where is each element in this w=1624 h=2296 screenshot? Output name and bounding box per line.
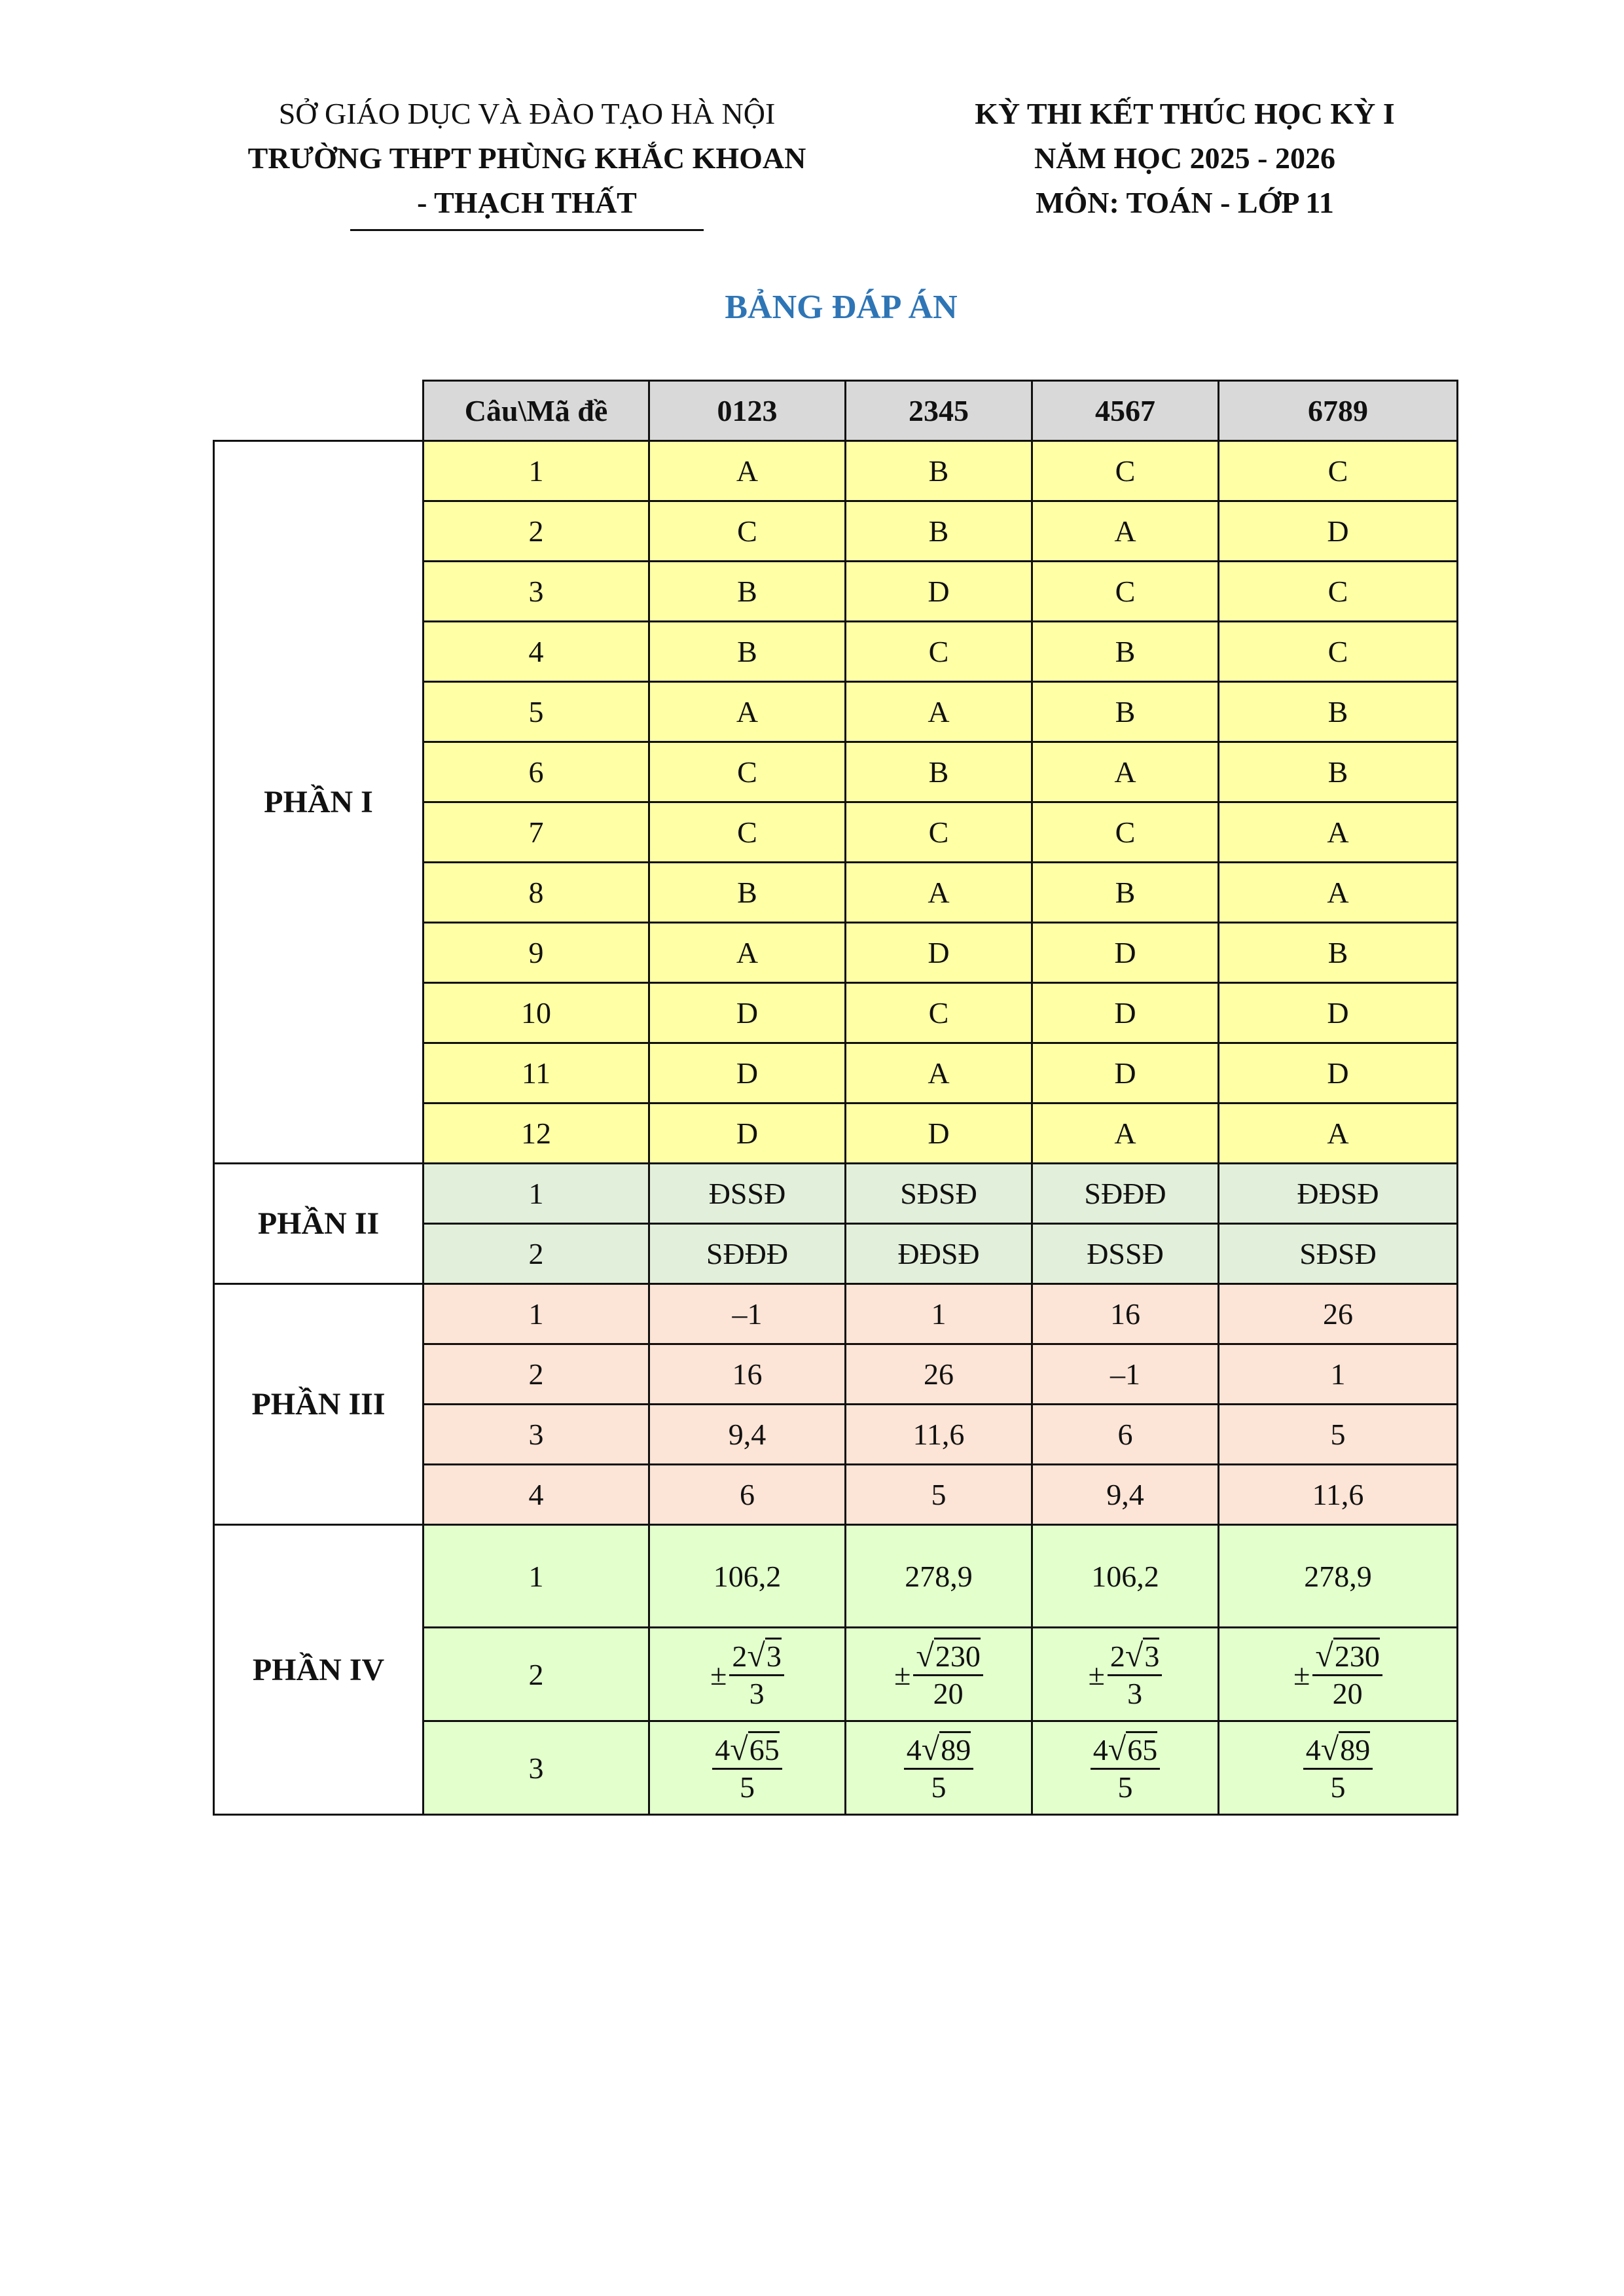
answer-cell: C (649, 501, 846, 562)
exam-name: KỲ THI KẾT THÚC HỌC KỲ I (975, 97, 1395, 130)
answer-cell: A (1032, 742, 1219, 802)
radicand: 3 (1143, 1638, 1159, 1673)
answer-cell: 16 (649, 1344, 846, 1405)
question-number: 10 (424, 983, 649, 1043)
answer-cell: SĐĐĐ (649, 1224, 846, 1284)
page-title: BẢNG ĐÁP ÁN (725, 289, 958, 326)
fraction (1312, 1638, 1382, 1712)
answer-cell (846, 1721, 1032, 1815)
fraction-numerator (1108, 1638, 1162, 1676)
department-name: SỞ GIÁO DỤC VÀ ĐÀO TẠO HÀ NỘI (278, 97, 776, 130)
fraction-numerator (1091, 1731, 1160, 1770)
question-number: 2 (424, 1344, 649, 1405)
answer-cell: 106,2 (649, 1525, 846, 1628)
answer-cell: A (1032, 1103, 1219, 1164)
table-row (214, 441, 1458, 501)
school-location: - THẠCH THẤT (417, 186, 637, 219)
answer-cell: B (1219, 742, 1458, 802)
answer-cell: 1 (1219, 1344, 1458, 1405)
answer-cell: C (649, 742, 846, 802)
answer-cell: 11,6 (1219, 1465, 1458, 1525)
answer-cell: B (1219, 682, 1458, 742)
question-number: 1 (424, 1164, 649, 1224)
answer-cell: B (1032, 682, 1219, 742)
answer-cell: A (1219, 863, 1458, 923)
answer-cell: 1 (846, 1284, 1032, 1344)
part4-section (214, 1525, 1458, 1815)
part3-section (214, 1284, 1458, 1525)
answer-cell: ĐĐSĐ (846, 1224, 1032, 1284)
table-row (214, 1164, 1458, 1224)
answer-cell (1032, 1721, 1219, 1815)
plus-minus-sign: ± (710, 1657, 727, 1691)
school-name: TRƯỜNG THPT PHÙNG KHẮC KHOAN (247, 141, 806, 175)
sqrt-icon: √ (921, 1730, 940, 1767)
question-number: 3 (424, 1721, 649, 1815)
radical-coefficient: 2 (1110, 1639, 1125, 1673)
answer-cell: D (649, 1103, 846, 1164)
question-number: 1 (424, 1525, 649, 1628)
answer-cell: A (1219, 1103, 1458, 1164)
answer-cell: D (846, 562, 1032, 622)
answer-cell: C (846, 983, 1032, 1043)
radicand: 65 (1126, 1731, 1157, 1767)
answer-cell: B (1032, 622, 1219, 682)
answer-cell (1032, 1628, 1219, 1721)
answer-cell: B (1032, 863, 1219, 923)
answer-cell: 16 (1032, 1284, 1219, 1344)
answer-cell: D (1219, 983, 1458, 1043)
question-number: 2 (424, 1628, 649, 1721)
column-header-question: Câu\Mã đề (424, 381, 649, 441)
question-number: 4 (424, 622, 649, 682)
answer-cell: 6 (1032, 1405, 1219, 1465)
answer-cell (1219, 1628, 1458, 1721)
fraction (904, 1731, 973, 1805)
column-header-code: 0123 (649, 381, 846, 441)
answer-cell: SĐSĐ (1219, 1224, 1458, 1284)
answer-cell: 26 (846, 1344, 1032, 1405)
answer-cell: 26 (1219, 1284, 1458, 1344)
fraction-numerator (1303, 1731, 1373, 1770)
sqrt-icon: √ (730, 1730, 748, 1767)
fraction (1108, 1638, 1162, 1712)
answer-cell (846, 1628, 1032, 1721)
question-number: 3 (424, 1405, 649, 1465)
fraction-numerator (913, 1638, 983, 1676)
answer-cell: A (846, 863, 1032, 923)
question-number: 8 (424, 863, 649, 923)
answer-table (213, 380, 1458, 1816)
part3-label: PHẦN III (214, 1284, 424, 1525)
plus-minus-sign: ± (894, 1657, 911, 1691)
answer-cell: B (1219, 923, 1458, 983)
radical-coefficient: 4 (1305, 1732, 1321, 1767)
fraction-denominator: 5 (931, 1770, 947, 1804)
table-row (214, 1284, 1458, 1344)
answer-cell: 5 (1219, 1405, 1458, 1465)
fraction-numerator (712, 1731, 782, 1770)
answer-cell: B (649, 863, 846, 923)
part2-label: PHẦN II (214, 1164, 424, 1284)
sqrt-icon: √ (747, 1636, 765, 1674)
radicand: 3 (765, 1638, 782, 1673)
fraction (1303, 1731, 1373, 1805)
sqrt-icon: √ (1315, 1636, 1333, 1674)
answer-cell: C (1032, 802, 1219, 863)
fraction-denominator: 5 (1330, 1770, 1346, 1804)
question-number: 2 (424, 1224, 649, 1284)
header-left (144, 92, 910, 231)
plus-minus-sign: ± (1293, 1657, 1310, 1691)
answer-cell: C (649, 802, 846, 863)
fraction-denominator: 5 (1117, 1770, 1133, 1804)
answer-cell: B (649, 622, 846, 682)
fraction (729, 1638, 784, 1712)
fraction (712, 1731, 782, 1805)
radical-coefficient: 2 (732, 1639, 748, 1673)
answer-cell (1219, 1721, 1458, 1815)
answer-cell: 106,2 (1032, 1525, 1219, 1628)
radical-coefficient: 4 (715, 1732, 731, 1767)
header-underline (350, 229, 704, 231)
radical-coefficient: 4 (906, 1732, 922, 1767)
fraction-numerator (904, 1731, 973, 1770)
question-number: 12 (424, 1103, 649, 1164)
radicand: 230 (934, 1638, 981, 1673)
answer-cell: B (846, 501, 1032, 562)
header-right (903, 92, 1466, 225)
answer-cell: ĐSSĐ (649, 1164, 846, 1224)
answer-cell: 5 (846, 1465, 1032, 1525)
sqrt-icon: √ (1125, 1636, 1144, 1674)
answer-cell: 11,6 (846, 1405, 1032, 1465)
answer-cell: C (1032, 441, 1219, 501)
answer-cell: ĐĐSĐ (1219, 1164, 1458, 1224)
answer-cell: 278,9 (1219, 1525, 1458, 1628)
sqrt-icon: √ (916, 1636, 934, 1674)
answer-cell: A (846, 682, 1032, 742)
answer-cell: –1 (649, 1284, 846, 1344)
question-number: 7 (424, 802, 649, 863)
table-corner (214, 381, 424, 441)
answer-cell: A (649, 923, 846, 983)
answer-cell: A (649, 682, 846, 742)
part2-section (214, 1164, 1458, 1284)
answer-cell: A (846, 1043, 1032, 1103)
radicand: 230 (1333, 1638, 1380, 1673)
fraction-denominator: 5 (739, 1770, 755, 1804)
answer-cell: D (1032, 983, 1219, 1043)
answer-cell: 278,9 (846, 1525, 1032, 1628)
answer-cell: D (1219, 501, 1458, 562)
answer-cell: SĐSĐ (846, 1164, 1032, 1224)
answer-cell: B (846, 441, 1032, 501)
subject: MÔN: TOÁN - LỚP 11 (1036, 186, 1334, 219)
column-header-code: 6789 (1219, 381, 1458, 441)
answer-cell: C (1219, 562, 1458, 622)
answer-cell: D (846, 1103, 1032, 1164)
answer-cell: 9,4 (649, 1405, 846, 1465)
radicand: 89 (939, 1731, 971, 1767)
question-number: 9 (424, 923, 649, 983)
answer-cell: C (1032, 562, 1219, 622)
answer-cell: D (649, 1043, 846, 1103)
sqrt-icon: √ (1320, 1730, 1339, 1767)
table-row (214, 1525, 1458, 1628)
answer-cell: A (1032, 501, 1219, 562)
answer-cell: D (1032, 923, 1219, 983)
fraction-denominator: 3 (1127, 1676, 1143, 1710)
answer-cell: C (1219, 622, 1458, 682)
answer-cell: C (846, 622, 1032, 682)
fraction (913, 1638, 983, 1712)
answer-cell: A (649, 441, 846, 501)
radicand: 89 (1339, 1731, 1370, 1767)
answer-cell: 6 (649, 1465, 846, 1525)
fraction-numerator (1312, 1638, 1382, 1676)
answer-cell (649, 1628, 846, 1721)
radical-coefficient: 4 (1092, 1732, 1108, 1767)
plus-minus-sign: ± (1088, 1657, 1105, 1691)
answer-cell: C (846, 802, 1032, 863)
part1-section (214, 441, 1458, 1164)
answer-cell: –1 (1032, 1344, 1219, 1405)
answer-cell: D (846, 923, 1032, 983)
column-header-code: 2345 (846, 381, 1032, 441)
question-number: 11 (424, 1043, 649, 1103)
answer-cell: D (1032, 1043, 1219, 1103)
answer-cell: B (846, 742, 1032, 802)
sqrt-icon: √ (1108, 1730, 1127, 1767)
school-year: NĂM HỌC 2025 - 2026 (1034, 141, 1335, 175)
question-number: 6 (424, 742, 649, 802)
answer-cell: ĐSSĐ (1032, 1224, 1219, 1284)
answer-cell: D (649, 983, 846, 1043)
question-number: 4 (424, 1465, 649, 1525)
fraction (1091, 1731, 1160, 1805)
radicand: 65 (748, 1731, 780, 1767)
fraction-denominator: 20 (933, 1676, 964, 1710)
question-number: 2 (424, 501, 649, 562)
answer-cell: SĐĐĐ (1032, 1164, 1219, 1224)
part1-label: PHẦN I (214, 441, 424, 1164)
table-header-row (214, 381, 1458, 441)
answer-cell: C (1219, 441, 1458, 501)
answer-cell: D (1219, 1043, 1458, 1103)
part4-label: PHẦN IV (214, 1525, 424, 1815)
question-number: 1 (424, 441, 649, 501)
question-number: 5 (424, 682, 649, 742)
answer-cell: B (649, 562, 846, 622)
answer-cell: 9,4 (1032, 1465, 1219, 1525)
question-number: 1 (424, 1284, 649, 1344)
fraction-denominator: 3 (749, 1676, 765, 1710)
fraction-numerator (729, 1638, 784, 1676)
fraction-denominator: 20 (1332, 1676, 1363, 1710)
question-number: 3 (424, 562, 649, 622)
answer-cell: A (1219, 802, 1458, 863)
answer-cell (649, 1721, 846, 1815)
column-header-code: 4567 (1032, 381, 1219, 441)
